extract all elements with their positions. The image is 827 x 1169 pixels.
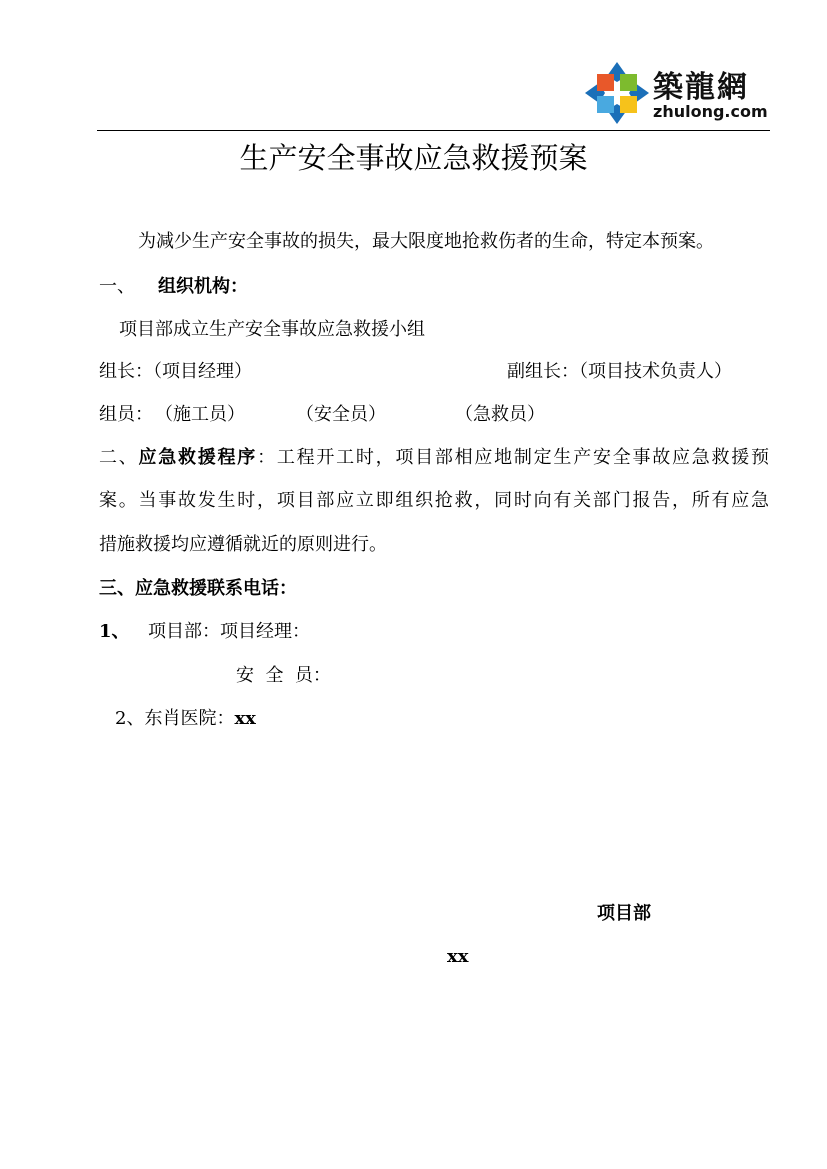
member-constructor: （施工员）	[155, 404, 245, 425]
logo-chinese-name: 築龍網	[653, 70, 749, 105]
leader-line: 组长：（项目经理）	[99, 361, 252, 382]
header-rule	[97, 130, 770, 131]
section2-text-1: 工程开工时，项目部相应地制定生产安全事故应急救援预	[276, 447, 770, 468]
item2-line	[115, 707, 256, 731]
vice-leader-line: 副组长：（项目技术负责人）	[507, 361, 732, 382]
logo-domain: zhulong.com	[653, 102, 768, 121]
section1-number: 一、	[99, 276, 135, 297]
section3-heading: 三、应急救援联系电话：	[99, 578, 297, 599]
zhulong-logo	[583, 60, 768, 126]
section2-colon: ：	[257, 447, 277, 468]
section2-line3: 措施救援均应遵循就近的原则进行。	[99, 534, 387, 555]
section2-prefix: 二、	[99, 447, 139, 468]
item2-phone: xx	[234, 708, 256, 729]
member-first-aid: （急救员）	[455, 404, 545, 425]
zhulong-logo-icon	[583, 60, 651, 126]
item1-project-manager: 项目部：项目经理：	[148, 621, 310, 642]
item1-number: 1、	[99, 621, 130, 642]
member-safety: （安全员）	[296, 404, 386, 425]
item2-hospital: 2、东肖医院：	[115, 708, 235, 729]
section1-heading: 组织机构：	[158, 276, 248, 297]
signature-name: xx	[447, 946, 469, 967]
section2-line1	[99, 446, 769, 470]
document-title: 生产安全事故应急救援预案	[239, 141, 588, 175]
signature-org: 项目部	[597, 903, 651, 924]
section1-line: 项目部成立生产安全事故应急救援小组	[119, 319, 425, 340]
members-label: 组员：	[99, 404, 153, 425]
intro-paragraph: 为减少生产安全事故的损失，最大限度地抢救伤者的生命，特定本预案。	[138, 231, 714, 252]
section2-heading: 应急救援程序	[138, 447, 258, 468]
section2-line2: 案。当事故发生时，项目部应立即组织抢救，同时向有关部门报告，所有应急	[99, 490, 769, 511]
item1-safety-officer: 安 全 员：	[236, 665, 331, 686]
